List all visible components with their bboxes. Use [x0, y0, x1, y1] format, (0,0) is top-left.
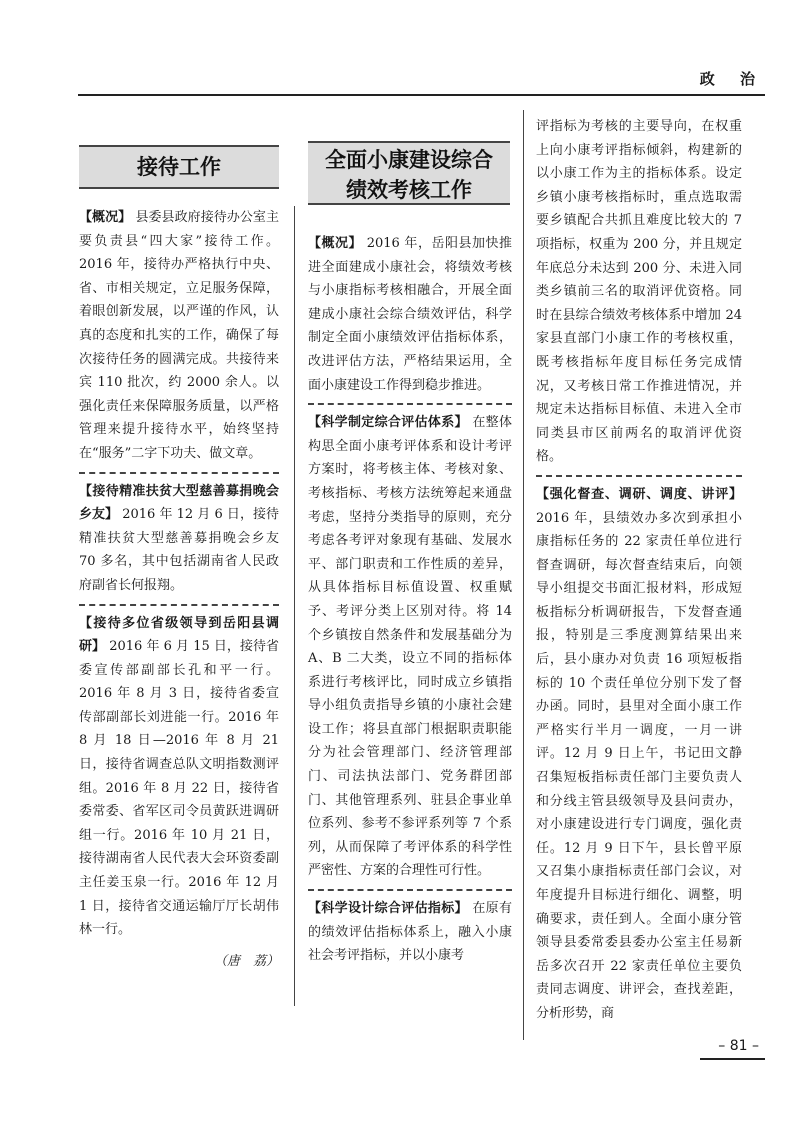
- header-rule: [78, 94, 765, 96]
- paragraph-heading: 【科学制定综合评估体系】: [308, 415, 468, 431]
- title-line: 全面小康建设综合: [325, 148, 493, 172]
- paragraph-body: 2016 年，县绩效办多次到承担小康指标任务的 22 家责任单位进行督查调研，每次督查结束后，向领导小组提交书面汇报材料，形成短板指标分析调研报告，下发督查通报，特别是三季度测算结果出来后，县小康办对负责 16 项短板指标的 10 个责任单位分别下发了督办函。同时，县里对全面小康工作严格实行半月一调度，一月一讲评。12 月 9 日上午，书记田文静召集短板指标责任部门主要负责人和分线主管县级领导及县问责办，对小康建设进行专门调度，强化责任。12 月 9 日下午，县长曾平原又召集小康指标责任部门会议，对年度提升目标进行细化、调整，明确要求，责任到人。全面小康分管领导县委常委县委办公室主任易新岳多次召开 22 家责任单位主要负责同志调度、讲评会，查找差距，分析形势，商: [536, 510, 742, 1021]
- page-number: – 81 –: [718, 1038, 759, 1054]
- dashed-divider: [308, 403, 512, 405]
- page-rule: [700, 1058, 765, 1060]
- paragraph-evaluation-system: [308, 411, 512, 883]
- dashed-divider: [308, 889, 512, 891]
- paragraph-provincial-leaders: [79, 612, 279, 942]
- column-rule: [523, 110, 524, 1040]
- dashed-divider: [79, 604, 279, 606]
- section-header: 政 治: [699, 70, 765, 88]
- paragraph-body: 在原有的绩效评估指标体系上，融入小康社会考评指标，并以小康考: [308, 901, 512, 964]
- paragraph-evaluation-indicators: [308, 897, 512, 968]
- paragraph-heading: 【概况】: [308, 236, 363, 251]
- dashed-divider: [79, 472, 279, 474]
- paragraph-overview: [308, 232, 512, 397]
- paragraph-heading: 【接待多位省级领导到岳阳县调研】: [79, 615, 279, 655]
- paragraph-body: 评指标为考核的主要导向，在权重上向小康考评指标倾斜，构建新的以小康工作为主的指标体系。设定乡镇小康考核指标时，重点选取需要乡镇配合共抓且难度比较大的 7 项指标，权重为 200 分，并且规定年底总分未达到 200 分、未进入同类乡镇前三名的取消评优资格。同时在县综合绩效考核体系中增加 24 家县直部门小康工作的考核权重，既考核指标年度目标任务完成情况，又考核日常工作推进情况，并规定未达指标目标值、未进入全市同类县市区前两名的取消评优资格。: [536, 119, 742, 465]
- title-line: 绩效考核工作: [346, 178, 472, 202]
- paragraph-overview: [79, 206, 279, 466]
- section-title-performance: [308, 141, 510, 205]
- paragraph-heading: 【接待精准扶贫大型慈善募捐晚会乡友】: [79, 483, 279, 523]
- paragraph-heading: 【强化督查、调研、调度、讲评】: [536, 486, 742, 502]
- column-2: [308, 232, 512, 968]
- paragraph-body: 在整体构思全面小康考评体系和设计考评方案时，将考核主体、考核对象、考核指标、考核方法统筹起来通盘考虑，坚持分类指导的原则，充分考虑各考评对象现有基础、发展水平、部门职责和工作性质的差异，从具体指标目标值设置、权重赋予、考评分类上区别对待。将 14 个乡镇按自然条件和发展基础分为 A、B 二大类，设立不同的指标体系进行考核评比，同时成立乡镇指导小组负责指导乡镇的小康社会建设工作；将县直部门根据职责职能分为社会管理部门、经济管理部门、司法执法部门、党务群团部门、其他管理系列、驻县企事业单位系列、参考不参评系列等 7 个系列，从而保障了考评体系的科学性严密性、方案的合理性可行性。: [308, 415, 512, 879]
- paragraph-heading: 【概况】: [79, 210, 132, 225]
- section-title-reception: 接待工作: [79, 145, 279, 189]
- paragraph-body: 2016 年 12 月 6 日，接待精准扶贫大型慈善募捐晚会乡友 70 多名，其中包括湖南省人民政府副省长何报翔。: [79, 507, 279, 593]
- paragraph-supervision: [536, 483, 742, 1026]
- paragraph-body: 2016 年，岳阳县加快推进全面建成小康社会，将绩效考核与小康指标考核相融合，开展全面建成小康社会综合绩效评估，科学制定全面小康绩效评估指标体系，改进评估方法，严格结果运用，全面小康建设工作得到稳步推进。: [308, 236, 512, 393]
- dashed-divider: [536, 475, 742, 477]
- column-1: [79, 206, 279, 973]
- paragraph-body: 县委县政府接待办公室主要负责县“四大家”接待工作。2016 年，接待办严格执行中央、省、市相关规定，立足服务保障，着眼创新发展，以严谨的作风，认真的态度和扎实的工作，确保了每次接待任务的圆满完成。共接待来宾 110 批次，约 2000 余人。以强化责任来保障服务质量，以严格管理来提升接待水平，始终坚持在“服务”二字下功夫、做文章。: [79, 210, 279, 461]
- paragraph-body: 2016 年 6 月 15 日，接待省委宣传部副部长孔和平一行。2016 年 8 月 3 日，接待省委宣传部副部长刘进能一行。2016 年 8 月 18 日—2016 年 8 月 21 日，接待省调查总队文明指数测评组。2016 年 8 月 22 日，接待省委常委、省军区司令员黄跃进调研组一行。2016 年 10 月 21 日，接待湖南省人民代表大会环资委副主任姜玉泉一行。2016 年 12 月 1 日，接待省交通运输厅厅长胡伟林一行。: [79, 639, 279, 938]
- paragraph-charity-gala: [79, 480, 279, 598]
- column-3: [536, 115, 742, 1026]
- paragraph-heading: 【科学设计综合评估指标】: [308, 901, 468, 917]
- column-rule: [294, 206, 295, 1006]
- paragraph-continued: [536, 115, 742, 469]
- author-credit: （唐 荔）: [213, 953, 279, 969]
